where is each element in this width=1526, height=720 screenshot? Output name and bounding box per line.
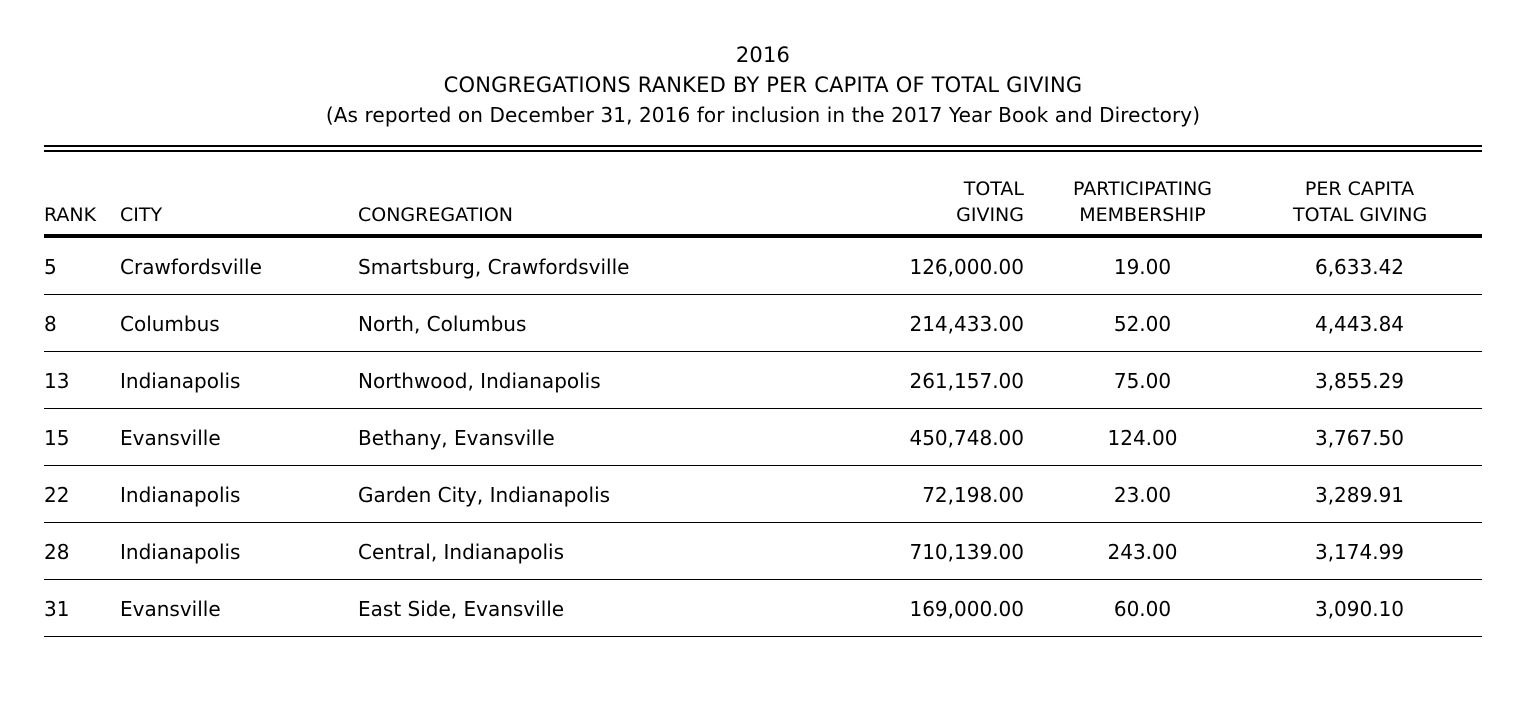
cell-rank: 8 [44, 295, 120, 352]
cell-participating-membership: 124.00 [1048, 409, 1293, 466]
cell-congregation: Central, Indianapolis [358, 523, 828, 580]
table-header [44, 176, 1482, 236]
cell-congregation: Smartsburg, Crawfordsville [358, 236, 828, 295]
column-header-participating-membership [1048, 176, 1293, 236]
cell-city: Indianapolis [120, 523, 358, 580]
column-header-city [120, 176, 358, 236]
cell-rank: 5 [44, 236, 120, 295]
column-header-rank-label: RANK [44, 204, 97, 226]
column-header-city-label: CITY [120, 204, 163, 226]
column-header-per-capita-line1: PER CAPITA [1304, 178, 1415, 200]
cell-participating-membership: 19.00 [1048, 236, 1293, 295]
report-subtitle: (As reported on December 31, 2016 for inclusion in the 2017 Year Book and Directory) [325, 103, 1201, 127]
table-row [44, 295, 1482, 352]
cell-total-giving: 450,748.00 [828, 409, 1048, 466]
cell-per-capita-total-giving: 3,289.91 [1293, 466, 1482, 523]
cell-city: Columbus [120, 295, 358, 352]
report-header [44, 0, 1482, 130]
cell-rank: 31 [44, 580, 120, 637]
column-header-per-capita-line2: TOTAL GIVING [1293, 204, 1428, 226]
report-title: CONGREGATIONS RANKED BY PER CAPITA OF TOTAL GIVING [443, 73, 1083, 97]
table-row [44, 580, 1482, 637]
cell-per-capita-total-giving: 3,090.10 [1293, 580, 1482, 637]
header-divider [44, 145, 1482, 152]
cell-per-capita-total-giving: 3,174.99 [1293, 523, 1482, 580]
cell-participating-membership: 243.00 [1048, 523, 1293, 580]
congregations-table [44, 176, 1482, 637]
cell-congregation: North, Columbus [358, 295, 828, 352]
cell-participating-membership: 23.00 [1048, 466, 1293, 523]
cell-city: Indianapolis [120, 352, 358, 409]
cell-city: Indianapolis [120, 466, 358, 523]
cell-rank: 22 [44, 466, 120, 523]
cell-total-giving: 261,157.00 [828, 352, 1048, 409]
cell-rank: 28 [44, 523, 120, 580]
cell-rank: 13 [44, 352, 120, 409]
cell-total-giving: 710,139.00 [828, 523, 1048, 580]
table-header-row [44, 176, 1482, 236]
column-header-congregation [358, 176, 828, 236]
cell-per-capita-total-giving: 4,443.84 [1293, 295, 1482, 352]
cell-total-giving: 126,000.00 [828, 236, 1048, 295]
cell-congregation: East Side, Evansville [358, 580, 828, 637]
cell-per-capita-total-giving: 3,767.50 [1293, 409, 1482, 466]
table-row [44, 236, 1482, 295]
cell-total-giving: 214,433.00 [828, 295, 1048, 352]
column-header-participating-line1: PARTICIPATING [1072, 178, 1213, 200]
cell-per-capita-total-giving: 3,855.29 [1293, 352, 1482, 409]
table-row [44, 523, 1482, 580]
table-row [44, 352, 1482, 409]
column-header-rank [44, 176, 120, 236]
report-year: 2016 [735, 43, 791, 67]
cell-total-giving: 72,198.00 [828, 466, 1048, 523]
cell-city: Crawfordsville [120, 236, 358, 295]
cell-congregation: Bethany, Evansville [358, 409, 828, 466]
cell-participating-membership: 60.00 [1048, 580, 1293, 637]
column-header-participating-line2: MEMBERSHIP [1079, 204, 1206, 226]
cell-rank: 15 [44, 409, 120, 466]
cell-city: Evansville [120, 409, 358, 466]
table-row [44, 466, 1482, 523]
table-body [44, 236, 1482, 637]
column-header-total-giving-line2: GIVING [956, 204, 1024, 226]
cell-per-capita-total-giving: 6,633.42 [1293, 236, 1482, 295]
cell-participating-membership: 75.00 [1048, 352, 1293, 409]
column-header-total-giving [828, 176, 1048, 236]
column-header-total-giving-line1: TOTAL [963, 178, 1024, 200]
column-header-congregation-label: CONGREGATION [358, 204, 513, 226]
table-row [44, 409, 1482, 466]
cell-total-giving: 169,000.00 [828, 580, 1048, 637]
cell-congregation: Northwood, Indianapolis [358, 352, 828, 409]
cell-city: Evansville [120, 580, 358, 637]
column-header-per-capita-total-giving [1293, 176, 1482, 236]
cell-congregation: Garden City, Indianapolis [358, 466, 828, 523]
cell-participating-membership: 52.00 [1048, 295, 1293, 352]
